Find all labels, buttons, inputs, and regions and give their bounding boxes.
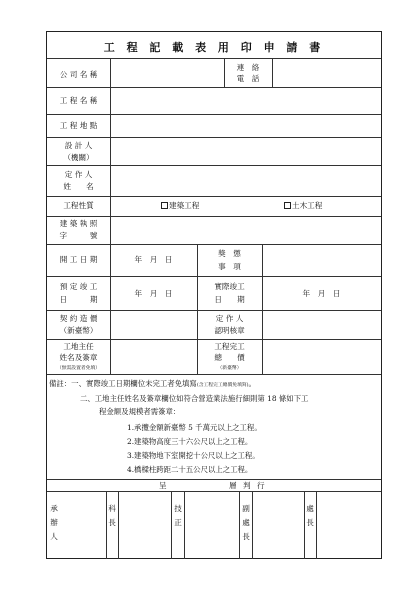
col-line [110,58,111,374]
row-line [47,491,381,492]
award-label: 獎 懲 [218,249,241,258]
company-label: 公 司 名 稱 [59,70,98,79]
note-line-1 [49,378,256,391]
planned-finish-label: 預 定 竣 工 [59,282,98,291]
maker-approval-label: 定 作 人 [215,314,244,323]
signer-deputy-director: 副處長 [242,504,250,541]
designer-label: 設 計 人 [64,141,93,150]
note-item-2: 2.建築物高度三十六公尺以上之工程。 [127,437,253,446]
final-price-label-2: 總 價 [214,353,245,362]
project-type-label: 工程性質 [63,201,94,210]
checkbox-civil[interactable] [284,202,291,209]
form-title: 工 程 記 載 表 用 印 申 請 書 [103,41,325,54]
row-line [47,87,381,88]
option-civil-label: 土木工程 [292,201,323,210]
start-date-value[interactable]: 年 月 日 [134,255,173,264]
row-line [47,244,381,245]
col-line [272,58,273,87]
permit-label: 建 築 執 照 [59,219,98,228]
maker-label: 定 作 人 [64,170,93,179]
col-line [184,491,185,559]
actual-finish-label-2: 日 期 [214,295,245,304]
planned-finish-value[interactable]: 年 月 日 [134,289,173,298]
contact-phone-label: 連 絡 [236,63,260,72]
contact-phone-label-2: 電 話 [236,74,260,83]
col-line [262,244,263,374]
planned-finish-label-2: 日 期 [59,295,98,304]
row-line [47,196,381,197]
col-line [252,491,253,559]
row-line [47,374,381,375]
option-civil[interactable] [284,200,322,211]
note-1-small: (含工程完工總價免填寫) [196,383,249,388]
note-1-text: 備註：一、實際竣工日期欄位未完工者免填寫 [49,379,197,388]
note-line-2: 二、工地主任姓名及簽章欄位如符合營造業法施行細則第 18 條如下工 [80,394,309,403]
checkbox-building[interactable] [161,202,168,209]
supervisor-label: 工地主任 [63,342,94,351]
row-line [47,276,381,277]
row-line [47,216,381,217]
final-price-note: （新臺幣） [217,366,242,371]
row-line [47,137,381,138]
col-line [118,491,119,559]
maker-approval-label-2: 認明核章 [214,326,245,335]
note-item-3: 3.建築物地下室開挖十公尺以上之工程。 [127,451,260,460]
option-building-label: 建築工程 [169,201,200,210]
signer-handler: 承辦人 [50,504,58,541]
row-line [47,165,381,166]
row-line [47,114,381,115]
start-date-label: 開 工 日 期 [59,255,98,264]
approval-header-right: 層 判 行 [229,481,267,490]
project-name-label: 工 程 名 稱 [59,96,98,105]
col-line [239,491,240,559]
note-item-4: 4.橋樑柱跨距二十五公尺以上之工程。 [127,465,253,474]
signer-section-chief: 科長 [108,504,116,527]
signer-director: 處長 [306,504,314,527]
designer-label-2: （機關） [63,153,94,162]
actual-finish-value[interactable]: 年 月 日 [302,289,341,298]
signer-technical-officer: 技正 [174,504,182,527]
supervisor-label-2: 姓名及簽章 [59,353,98,362]
row-line [47,58,381,59]
project-site-label: 工 程 地 點 [59,121,98,130]
note-1-end: 。 [248,379,256,388]
supervisor-note: （無需設置者免填） [56,366,101,371]
contract-price-label-2: （新臺幣） [59,326,98,335]
permit-label-2: 字 號 [59,231,98,240]
note-line-3: 程金額及規模者需簽章： [99,407,181,416]
row-line [47,339,381,340]
note-item-1: 1.承攬金額新臺幣 5 千萬元以上之工程。 [127,423,262,432]
maker-label-2: 姓 名 [63,182,94,191]
contract-price-label: 契 約 造 價 [59,314,98,323]
col-line [171,491,172,559]
option-building[interactable] [161,200,199,211]
final-price-label: 工程完工 [214,342,245,351]
award-label-2: 事 項 [218,262,241,271]
approval-header-left: 呈 [159,481,167,490]
row-line [47,310,381,311]
application-form [46,31,382,559]
actual-finish-label: 實際竣工 [214,282,245,291]
col-line [316,491,317,559]
row-line [47,479,381,480]
